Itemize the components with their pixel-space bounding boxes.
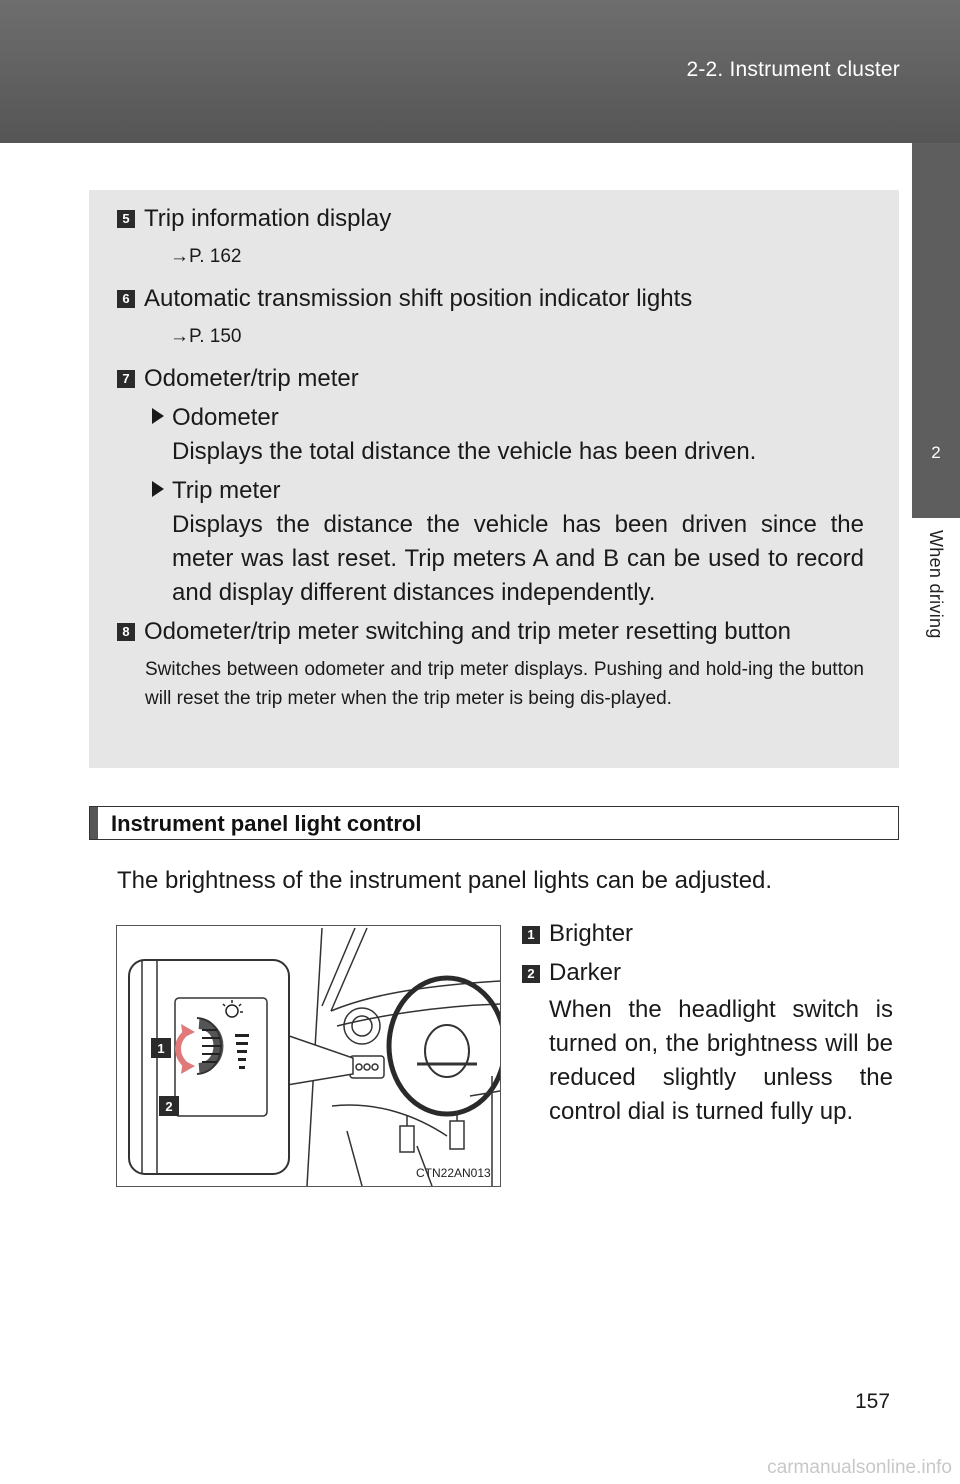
item-ref: →P. 162 bbox=[170, 246, 242, 267]
legend-label-darker: Darker bbox=[549, 959, 622, 986]
watermark: carmanualsonline.info bbox=[767, 1457, 952, 1478]
legend-marker-1: 1 bbox=[522, 926, 540, 944]
chapter-number: 2 bbox=[931, 443, 941, 462]
section-title-light-control: Instrument panel light control bbox=[111, 811, 422, 836]
item-title-shift-indicator: Automatic transmission shift position indicator lights bbox=[144, 285, 693, 312]
item-marker-7: 7 bbox=[117, 370, 135, 388]
item-title-odometer-trip: Odometer/trip meter bbox=[144, 365, 359, 392]
item-marker-5: 5 bbox=[117, 210, 135, 228]
section-accent bbox=[90, 807, 98, 839]
legend-marker-2: 2 bbox=[522, 965, 540, 983]
figure-code: CTN22AN013 bbox=[416, 1166, 491, 1180]
chapter-label: When driving bbox=[926, 530, 946, 639]
page-header bbox=[0, 0, 960, 143]
sub-text-trip-meter: Displays the distance the vehicle has been driven since the meter was last reset. Trip meters A and B can be used to record and display different distances independently. bbox=[172, 511, 864, 606]
legend-note: When the headlight switch is turned on, the brightness will be reduced slightly unless the control dial is turned fully up. bbox=[549, 996, 893, 1125]
figure-marker-2: 2 bbox=[165, 1099, 173, 1114]
legend-label-brighter: Brighter bbox=[549, 920, 634, 947]
page-number: 157 bbox=[855, 1390, 891, 1413]
figure-marker-1: 1 bbox=[157, 1041, 165, 1056]
section-heading bbox=[89, 806, 899, 840]
item-marker-8: 8 bbox=[117, 623, 135, 641]
section-intro: The brightness of the instrument panel lights can be adjusted. bbox=[117, 867, 773, 894]
sub-text-odometer: Displays the total distance the vehicle has been driven. bbox=[172, 438, 757, 465]
item-title-trip-information: Trip information display bbox=[144, 205, 392, 232]
item-ref: →P. 150 bbox=[170, 326, 242, 347]
item-marker-6: 6 bbox=[117, 290, 135, 308]
triangle-bullet-icon bbox=[152, 408, 164, 424]
sub-heading-odometer: Odometer bbox=[152, 404, 279, 432]
dashboard-illustration bbox=[116, 925, 501, 1187]
section-title: 2-2. Instrument cluster bbox=[686, 58, 900, 81]
triangle-bullet-icon bbox=[152, 481, 164, 497]
dashboard-drawing bbox=[117, 926, 500, 1186]
sub-heading-trip-meter: Trip meter bbox=[152, 477, 280, 505]
item-title-reset-button: Odometer/trip meter switching and trip meter resetting button bbox=[144, 618, 791, 645]
item-text-reset-button: Switches between odometer and trip meter displays. Pushing and hold-ing the button will reset the trip meter when the trip meter is being dis-played. bbox=[145, 659, 864, 709]
